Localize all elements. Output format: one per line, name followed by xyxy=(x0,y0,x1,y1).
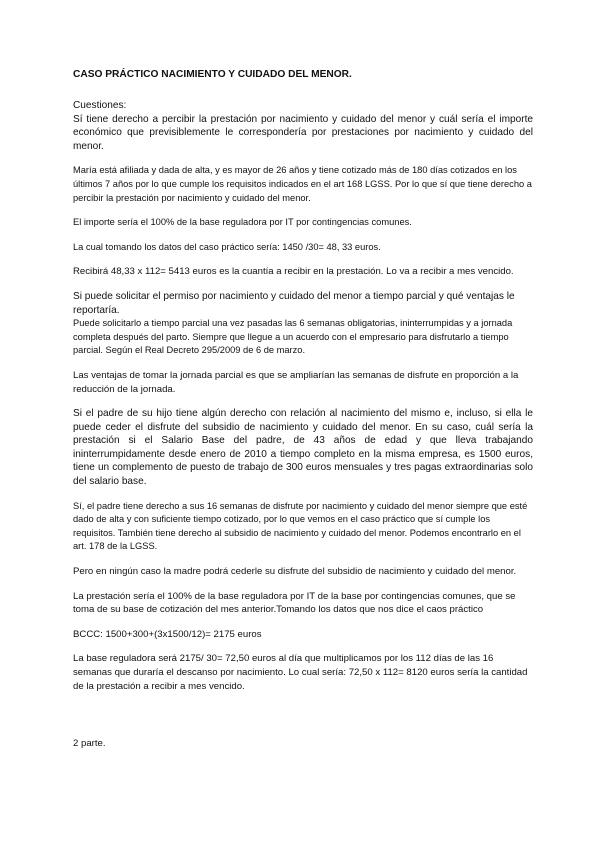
answer-3a: Sí, el padre tiene derecho a sus 16 semanas de disfrute por nacimiento y cuidado del menor siempre que esté dado de alta y con suficiente tiempo cotizado, por lo que vemos en el caso práctico que sí cumple los requisitos. También tiene derecho al subsidio de nacimiento y cuidado del menor. Podemos encontrarlo en el art. 178 de la LGSS. xyxy=(73,500,528,552)
document-title: CASO PRÁCTICO NACIMIENTO Y CUIDADO DEL MENOR. xyxy=(73,69,352,80)
answer-1b: El importe sería el 100% de la base reguladora por IT por contingencias comunes. xyxy=(73,217,412,228)
answer-1a: María está afiliada y dada de alta, y es mayor de 26 años y tiene cotizado más de 180 días cotizados en los últimos 7 años por lo que cumple los requisitos indicados en el art 168 LGSS. Por lo que sí que tiene derecho a percibir la prestación por nacimiento y cuidado del menor. xyxy=(73,165,532,203)
answer-3c: La prestación sería el 100% de la base reguladora por IT de la base por contingencias comunes, que se toma de su base de cotización del mes anterior.Tomando los datos que nos dice el caos práctico xyxy=(73,590,516,616)
answer-2a: Puede solicitarlo a tiempo parcial una vez pasadas las 6 semanas obligatorias, ininterrumpidas y a jornada completa después del parto. Siempre que llegue a un acuerdo con el empresario para disfrutarlo a tiempo parcial. Según el Real Decreto 295/2009 de 6 de marzo. xyxy=(73,318,513,356)
answer-1c: La cual tomando los datos del caso práctico sería: 1450 /30= 48, 33 euros. xyxy=(73,241,381,252)
answer-1d: Recibirá 48,33 x 112= 5413 euros es la cuantía a recibir en la prestación. Lo va a recibir a mes vencido. xyxy=(73,266,514,278)
question-1 xyxy=(73,99,533,153)
question-2: Si puede solicitar el permiso por nacimiento y cuidado del menor a tiempo parcial y qué ventajas le reportaría. xyxy=(73,290,515,316)
answer-3d: BCCC: 1500+300+(3x1500/12)= 2175 euros xyxy=(73,628,262,640)
question-3: Si el padre de su hijo tiene algún derecho con relación al nacimiento del mismo e, incluso, si ella le puede ceder el disfrute del subsidio de nacimiento y cuidado del menor. En su caso, cuál sería la prestación si el Salario Base del padre, de 43 años de edad y que lleva trabajando ininterrumpidamente desde enero de 2010 a tiempo completo en la misma empresa, es 1500 euros, tiene un complemento de puesto de trabajo de 300 euros mensuales y tres pagas extraordinarias solo del salario base. xyxy=(73,408,533,488)
cuestiones-label: Cuestiones: xyxy=(73,100,127,111)
answer-3e: La base reguladora será 2175/ 30= 72,50 euros al día que multiplicamos por los 112 días de las 16 semanas que duraría el descanso por nacimiento. Lo cual sería: 72,50 x 112= 8120 euros sería la cantidad de la prestación a recibir a mes vencido. xyxy=(73,653,528,692)
part-2-heading: 2 parte. xyxy=(73,738,106,750)
answer-2b: Las ventajas de tomar la jornada parcial es que se ampliarían las semanas de disfrute en proporción a la reducción de la jornada. xyxy=(73,369,519,395)
answer-3b: Pero en ningún caso la madre podrá cederle su disfrute del subsidio de nacimiento y cuidado del menor. xyxy=(73,566,517,578)
document-body xyxy=(73,68,533,751)
question-1-text: Sí tiene derecho a percibir la prestación por nacimiento y cuidado del menor y cuál sería el importe económico que previsiblemente le correspondería por prestaciones por nacimiento y cuidado del menor. xyxy=(73,113,533,152)
